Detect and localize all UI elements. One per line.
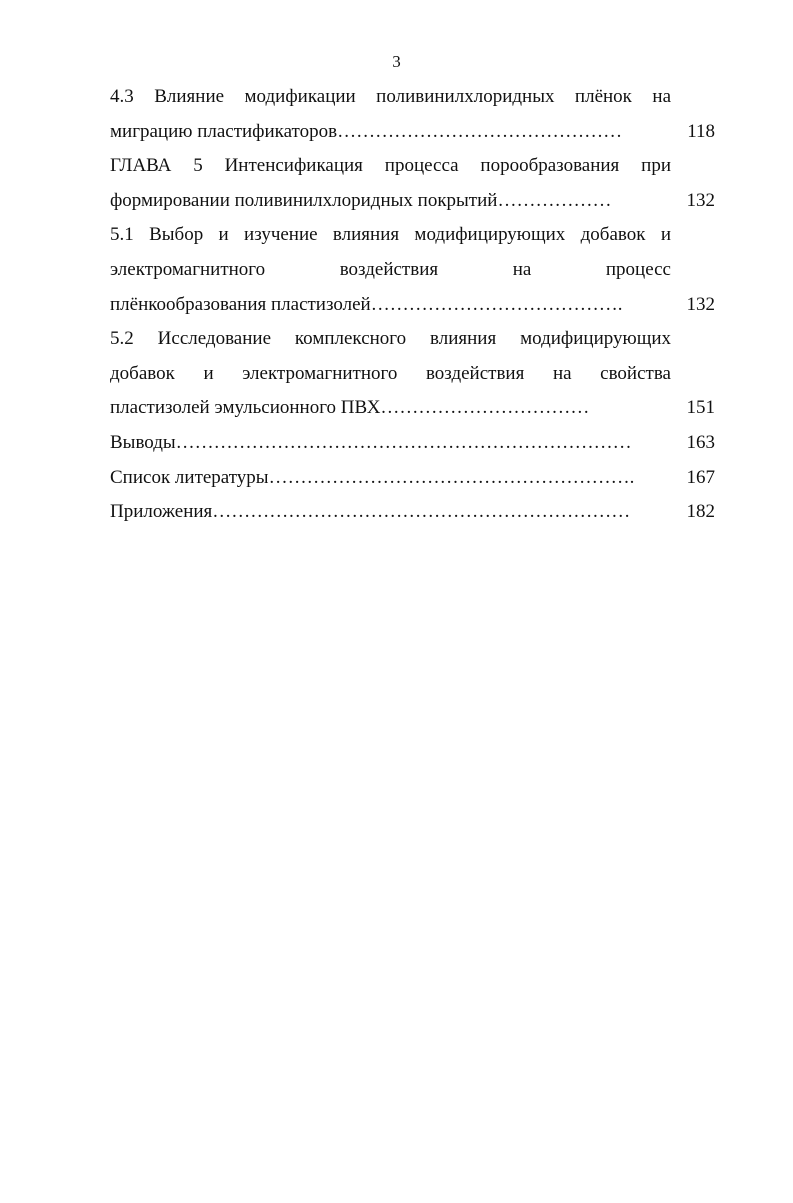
toc-page-number: 132 (686, 293, 715, 315)
toc-entry-text: 4.3 Влияние модификации поливинилхлоридных плёнок на (110, 86, 671, 107)
toc-line (110, 391, 715, 426)
toc-entry-text: электромагнитного воздействия на процесс (110, 258, 671, 280)
toc-entry-text: Список литературы…………………………………………………. (110, 466, 635, 488)
toc-page-number: 182 (686, 501, 715, 523)
toc-line (110, 80, 715, 115)
toc-line (110, 495, 715, 530)
toc-line (110, 461, 715, 496)
toc-page-number: 118 (687, 120, 715, 142)
toc-entry-text: ГЛАВА 5 Интенсификация процесса порообразования при (110, 155, 671, 177)
toc-line (110, 253, 715, 288)
toc-page-number: 167 (686, 466, 715, 488)
toc-entry-text: Приложения………………………………………………………… (110, 501, 631, 523)
toc-line (110, 426, 715, 461)
toc-entry-text: 5.1 Выбор и изучение влияния модифицирующих добавок и (110, 224, 671, 246)
toc-entry-text: миграцию пластификаторов……………………………………… (110, 120, 623, 142)
toc-entry-text: добавок и электромагнитного воздействия на свойства (110, 362, 671, 384)
toc-line (110, 184, 715, 219)
page-number: 3 (392, 52, 401, 71)
toc-line (110, 288, 715, 323)
toc-page-number: 132 (686, 189, 715, 211)
toc-line (110, 357, 715, 392)
toc-line (110, 218, 715, 253)
toc-entry-text: Выводы……………………………………………………………… (110, 431, 632, 453)
toc-entry-text: плёнкообразования пластизолей…………………………………. (110, 293, 623, 315)
table-of-contents (110, 80, 715, 530)
toc-page-number: 151 (686, 397, 715, 419)
toc-entry-text: пластизолей эмульсионного ПВХ…………………………… (110, 397, 590, 419)
toc-line (110, 322, 715, 357)
toc-entry-text: формировании поливинилхлоридных покрытий……………… (110, 189, 612, 211)
toc-page-number: 163 (686, 431, 715, 453)
toc-line (110, 115, 715, 150)
toc-entry-text: 5.2 Исследование комплексного влияния модифицирующих (110, 328, 671, 350)
toc-line (110, 149, 715, 184)
